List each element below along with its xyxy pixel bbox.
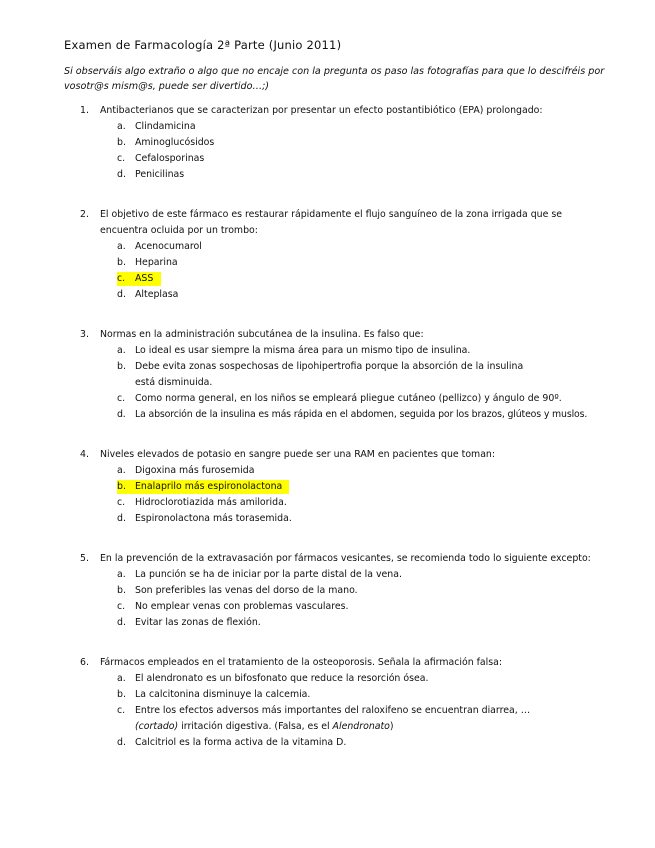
option-text: Son preferibles las venas del dorso de la mano. — [135, 585, 358, 596]
option-text: Evitar las zonas de flexión. — [135, 617, 261, 628]
option-c: c. Hidroclorotiazida más amilorida. — [117, 497, 287, 508]
option-a: a. Acenocumarol — [117, 241, 202, 252]
option-text: Acenocumarol — [135, 241, 202, 252]
option-text-italic: (cortado) — [135, 721, 179, 732]
question-5 — [80, 551, 600, 631]
question-number: 5. — [80, 553, 89, 564]
option-text: Digoxina más furosemida — [135, 465, 255, 476]
option-text-continued: irritación digestiva. (Falsa, es el — [178, 721, 333, 732]
option-a: a. La punción se ha de iniciar por la parte distal de la vena. — [117, 569, 402, 580]
option-text: El alendronato es un bifosfonato que reduce la resorción ósea. — [135, 673, 429, 684]
option-text: Calcitriol es la forma activa de la vitamina D. — [135, 737, 347, 748]
option-list — [80, 119, 600, 183]
question-number: 3. — [80, 329, 89, 340]
option-b: b. Heparina — [117, 257, 178, 268]
question-text: Normas en la administración subcutánea de la insulina. Es falso que: — [100, 329, 424, 340]
question-number: 4. — [80, 449, 89, 460]
option-d: d. Alteplasa — [117, 289, 179, 300]
option-a: a. Lo ideal es usar siempre la misma área para un mismo tipo de insulina. — [117, 345, 471, 356]
option-b: b. Aminoglucósidos — [117, 137, 215, 148]
question-text: En la prevención de la extravasación por fármacos vesicantes, se recomienda todo lo siguiente excepto: — [100, 553, 591, 564]
option-d: d. La absorción de la insulina es más rápida en el abdomen, seguida por los brazos, glúteos y muslos. — [117, 409, 588, 420]
option-text: La absorción de la insulina es más rápida en el abdomen, seguida por los brazos, glúteos y muslos. — [135, 409, 588, 420]
question-text: Antibacterianos que se caracterizan por presentar un efecto postantibiótico (EPA) prolongado: — [100, 105, 543, 116]
question-number: 6. — [80, 657, 89, 668]
intro-note: Si observáis algo extraño o algo que no encaje con la pregunta os paso las fotografías para que lo descifréis por vosotr@s mism@s, puede ser divertido…;) — [64, 66, 605, 92]
question-stem — [80, 327, 600, 343]
option-a: a. Digoxina más furosemida — [117, 465, 255, 476]
question-number: 2. — [80, 209, 89, 220]
option-text: Alteplasa — [135, 289, 179, 300]
question-stem — [80, 447, 600, 463]
option-c: c. Como norma general, en los niños se empleará pliegue cutáneo (pellizco) y ángulo de 90º. — [117, 393, 562, 404]
option-b: b. Son preferibles las venas del dorso de la mano. — [117, 585, 358, 596]
option-a: a. El alendronato es un bifosfonato que reduce la resorción ósea. — [117, 673, 429, 684]
question-stem — [80, 207, 600, 239]
option-list — [80, 343, 600, 423]
question-list — [80, 103, 600, 751]
option-text: Cefalosporinas — [135, 153, 205, 164]
option-text: ASS — [135, 273, 154, 284]
option-text: Debe evita zonas sospechosas de lipohipertrofia porque la absorción de la insulina está disminuida. — [135, 361, 524, 388]
option-c-highlighted: c. ASS — [80, 271, 600, 287]
question-stem — [80, 655, 600, 671]
option-text-end: ) — [389, 721, 394, 732]
option-text: Enalaprilo más espironolactona — [135, 481, 283, 492]
question-number: 1. — [80, 105, 89, 116]
option-b-highlighted: b. Enalaprilo más espironolactona — [80, 479, 600, 495]
option-d: d. Penicilinas — [117, 169, 185, 180]
option-text: La calcitonina disminuye la calcemia. — [135, 689, 311, 700]
option-b: b. La calcitonina disminuye la calcemia. — [117, 689, 311, 700]
question-stem — [80, 551, 600, 567]
option-text: Aminoglucósidos — [135, 137, 215, 148]
option-text: Penicilinas — [135, 169, 185, 180]
option-text: Clindamicina — [135, 121, 196, 132]
option-text: Como norma general, en los niños se empleará pliegue cutáneo (pellizco) y ángulo de 90º. — [135, 393, 562, 404]
question-stem — [80, 103, 600, 119]
question-6 — [80, 655, 600, 751]
option-text: Espironolactona más torasemida. — [135, 513, 292, 524]
option-c: c. Cefalosporinas — [117, 153, 205, 164]
option-list — [80, 463, 600, 527]
option-list — [80, 239, 600, 303]
option-text: Hidroclorotiazida más amilorida. — [135, 497, 287, 508]
option-b: b. Debe evita zonas sospechosas de lipohipertrofia porque la absorción de la insulina está disminuida. — [117, 361, 524, 388]
option-text: Lo ideal es usar siempre la misma área para un mismo tipo de insulina. — [135, 345, 471, 356]
option-list — [80, 671, 600, 751]
option-c: c. No emplear venas con problemas vasculares. — [117, 601, 349, 612]
question-4 — [80, 447, 600, 527]
option-d: d. Espironolactona más torasemida. — [117, 513, 292, 524]
question-1 — [80, 103, 600, 183]
question-2 — [80, 207, 600, 303]
option-a: a. Clindamicina — [117, 121, 196, 132]
question-text: Niveles elevados de potasio en sangre puede ser una RAM en pacientes que toman: — [100, 449, 496, 460]
option-text-italic-2: Alendronato — [332, 721, 390, 732]
option-list — [80, 567, 600, 631]
option-text: Entre los efectos adversos más importantes del raloxifeno se encuentran diarrea, … — [135, 705, 531, 716]
page-title: Examen de Farmacología 2ª Parte (Junio 2011) — [64, 38, 342, 52]
question-text: El objetivo de este fármaco es restaurar rápidamente el flujo sanguíneo de la zona irrigada que se encuentra ocluida por un trombo: — [100, 209, 562, 236]
option-d: d. Evitar las zonas de flexión. — [117, 617, 261, 628]
option-d: d. Calcitriol es la forma activa de la vitamina D. — [117, 737, 347, 748]
option-text: No emplear venas con problemas vasculares. — [135, 601, 349, 612]
question-text: Fármacos empleados en el tratamiento de la osteoporosis. Señala la afirmación falsa: — [100, 657, 503, 668]
option-c: c. Entre los efectos adversos más importantes del raloxifeno se encuentran diarrea, …(cortado) irritación digestiva. (Falsa, es el Alendronato) — [117, 705, 531, 732]
option-text: Heparina — [135, 257, 178, 268]
question-3 — [80, 327, 600, 423]
option-text: La punción se ha de iniciar por la parte distal de la vena. — [135, 569, 402, 580]
